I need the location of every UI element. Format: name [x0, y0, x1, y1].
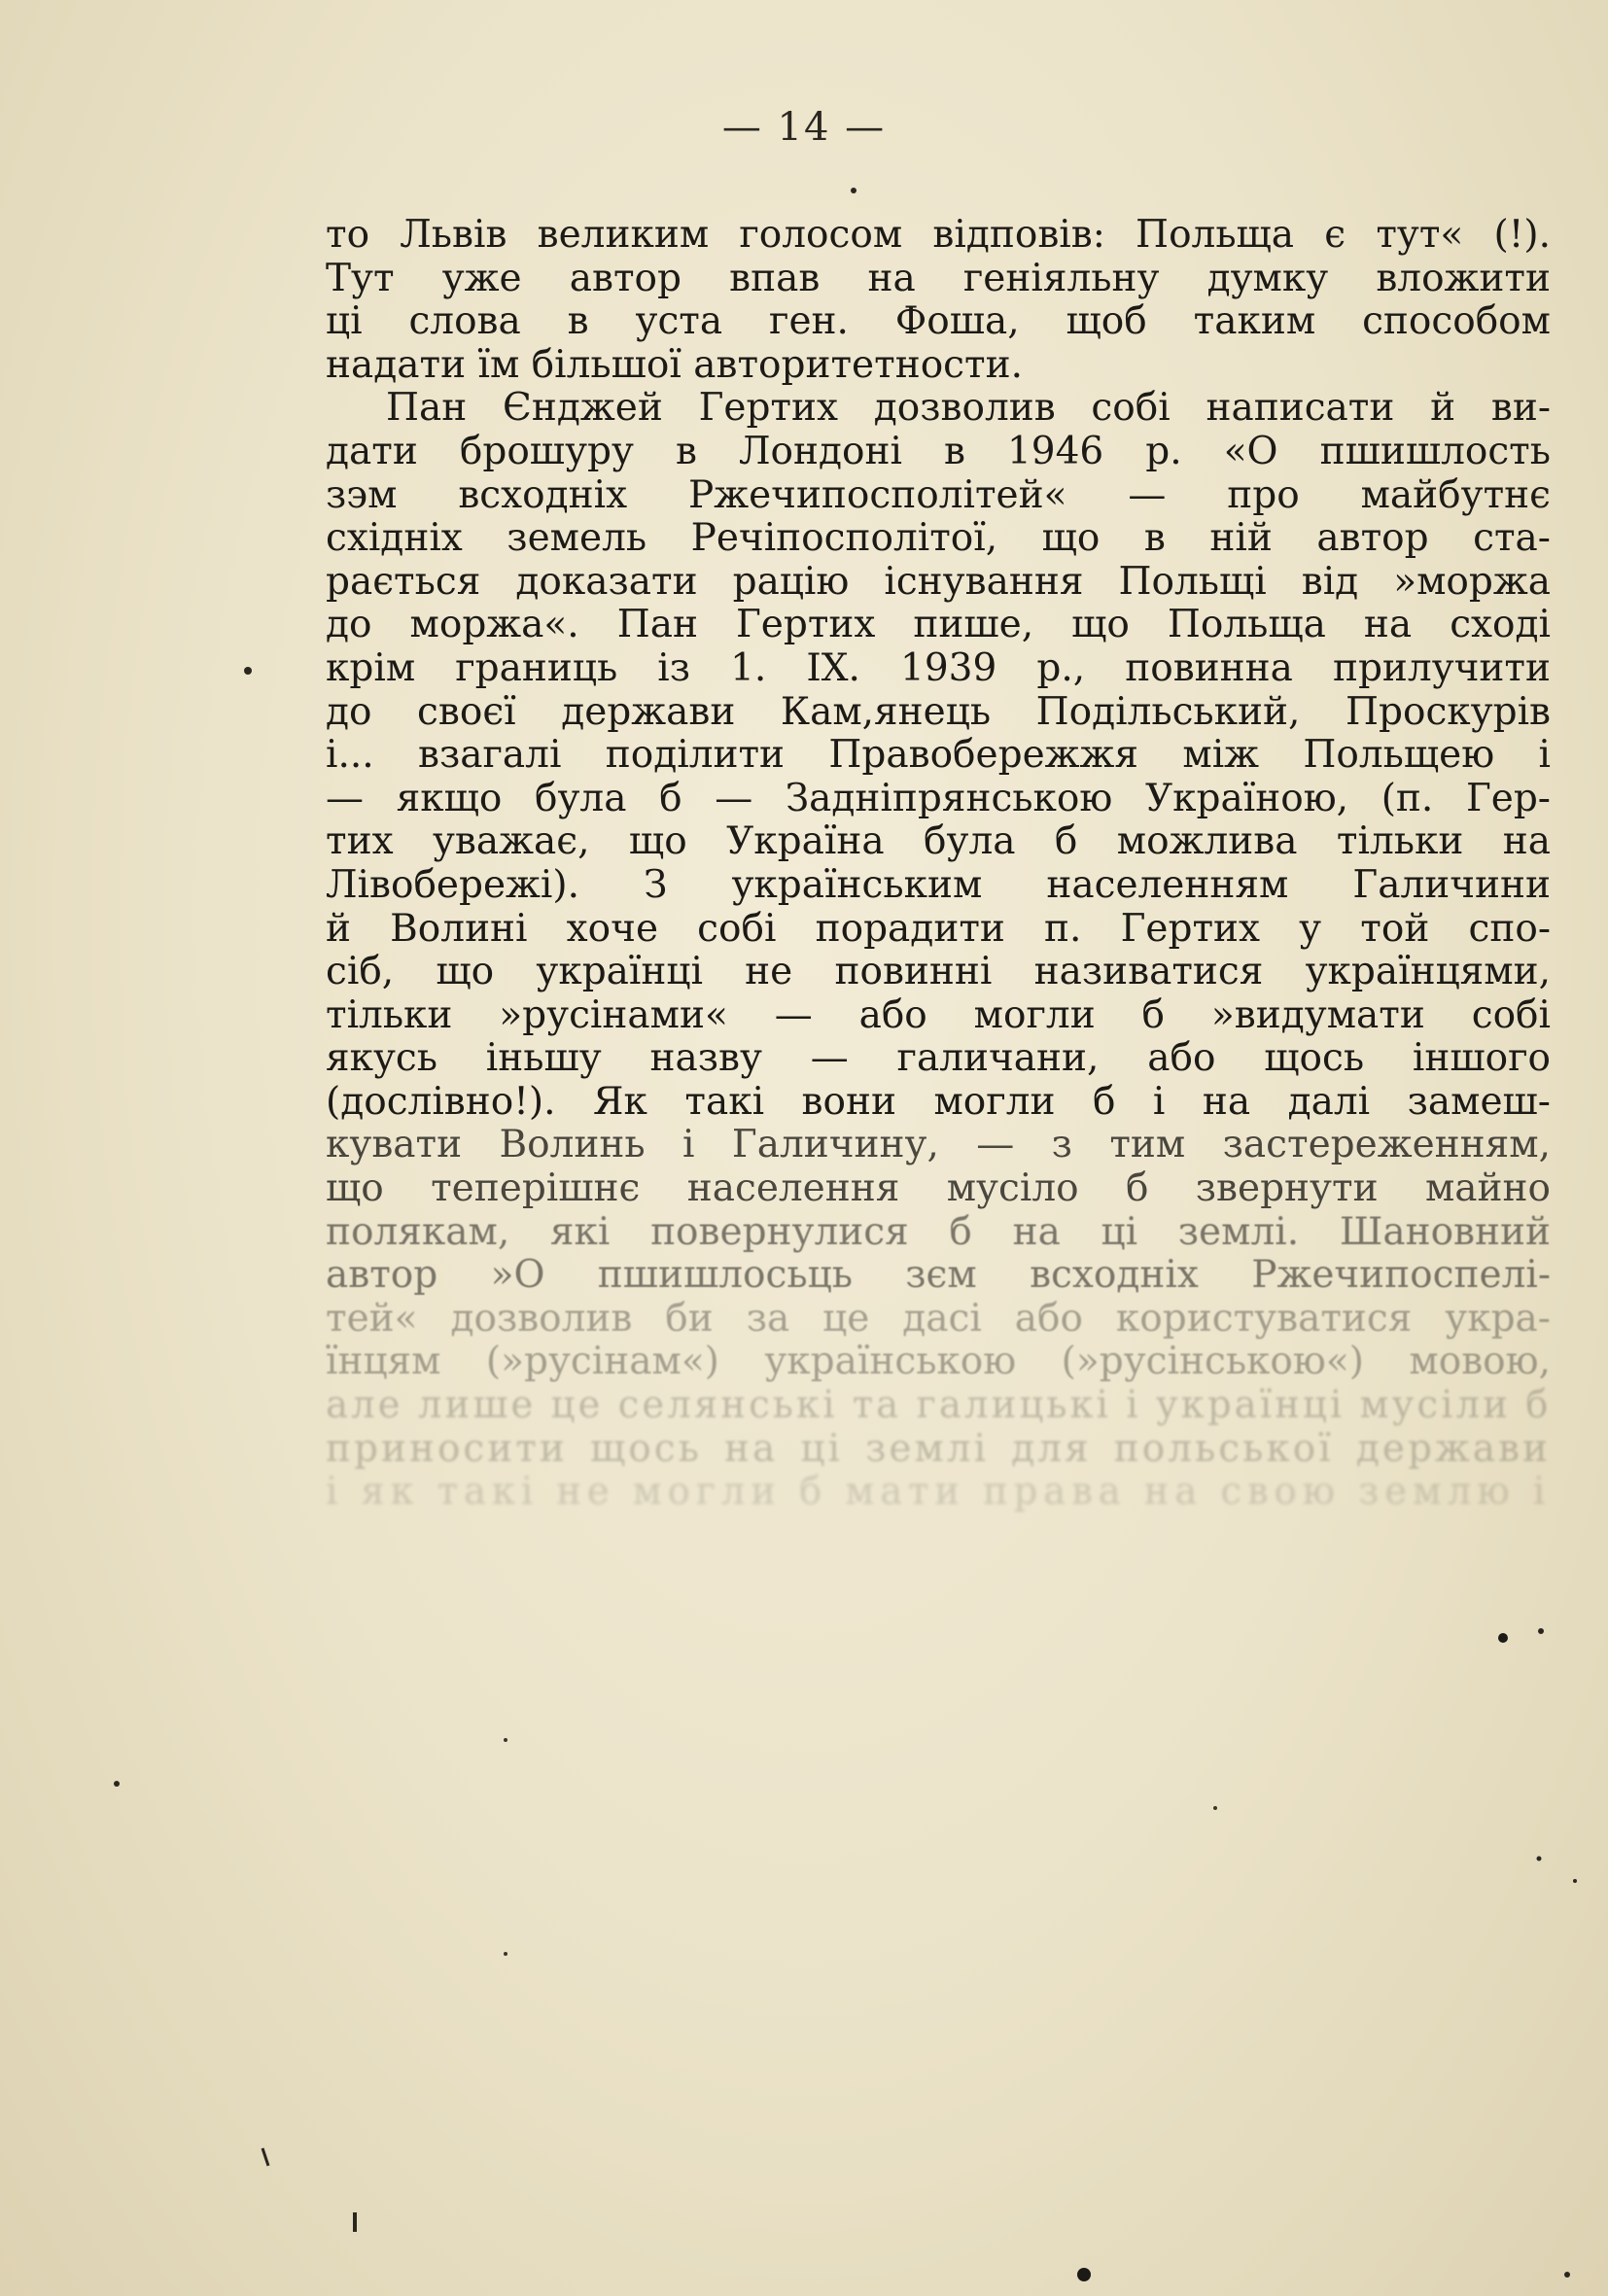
text-line: тільки »русінами« — або могли б »видумати собі: [326, 992, 1551, 1037]
speck: [504, 1738, 507, 1742]
speck: [1077, 2268, 1091, 2281]
text-line: автор »О пшишлосьць зєм всходніх Ржечипоспелі-: [326, 1253, 1551, 1298]
text-line: рається доказати рацію існування Польщі від »моржа: [326, 559, 1551, 604]
speck: [1498, 1633, 1508, 1643]
text-line: приносити щось на ці землі для польської держави: [326, 1426, 1551, 1471]
page-number: — 14 —: [721, 105, 887, 150]
text-line: й Волині хоче собі порадити п. Гертих у той спо-: [326, 906, 1551, 951]
text-line: тей« дозволив би за це дасі або користуватися укра-: [326, 1296, 1551, 1340]
speck: [114, 1781, 120, 1787]
scratch: [262, 2148, 268, 2166]
text-line: то Львів великим голосом відповів: Польща є тут« (!).: [326, 213, 1551, 257]
text-line: — якщо була б — Задніпрянською Україною, (п. Гер-: [326, 776, 1551, 820]
text-line: кувати Волинь і Галичину, — з тим застереженням,: [326, 1123, 1551, 1167]
body-text: [326, 214, 1551, 1514]
text-line: тих уважає, що Україна була б можлива тільки на: [326, 819, 1551, 864]
text-line: полякам, які повернулися б на ці землі. Шановний: [326, 1209, 1551, 1254]
text-line: до своєї держави Кам,янець Подільський, Проскурів: [326, 689, 1551, 734]
text-line: східніх земель Речіпосполітої, що в ній автор ста-: [326, 516, 1551, 561]
speck: [851, 188, 856, 193]
text-line: їнцям (»русінам«) українською (»русінською«) мовою,: [326, 1339, 1551, 1384]
text-line: і... взагалі поділити Правобережжя між Польщею і: [326, 733, 1551, 778]
text-line: крім границь із 1. IX. 1939 р., повинна прилучити: [326, 645, 1551, 690]
speck: [1537, 1857, 1542, 1861]
text-line: що теперішнє населення мусіло б звернути майно: [326, 1166, 1551, 1211]
text-line: дати брошуру в Лондоні в 1946 р. «О пшишлость: [326, 429, 1551, 473]
speck: [1573, 1879, 1577, 1883]
text-line: якусь іньшу назву — галичани, або щось іншого: [326, 1036, 1551, 1081]
text-line: (дослівно!). Як такі вони могли б і на далі замеш-: [326, 1079, 1551, 1124]
text-line: сіб, що українці не повинні називатися українцями,: [326, 950, 1551, 994]
speck: [504, 1952, 507, 1956]
speck: [1564, 2272, 1570, 2278]
text-line: до моржа«. Пан Гертих пише, що Польща на сході: [326, 603, 1551, 647]
text-line: але лише це селянські та галицькі і українці мусіли б: [326, 1383, 1552, 1428]
speck: [1213, 1806, 1217, 1810]
text-line: Тут уже автор впав на геніяльну думку вложити: [326, 256, 1551, 300]
text-line: зэм всходніх Ржечипосполітей« — про майбутнє: [326, 472, 1551, 517]
speck: [1538, 1628, 1544, 1634]
text-line: і як такі не могли б мати права на свою землю і: [326, 1470, 1552, 1514]
text-line: Лівобережі). З українським населенням Галичини: [326, 862, 1551, 907]
text-line: Пан Єнджей Гертих дозволив собі написати й ви-: [386, 386, 1551, 431]
speck: [244, 667, 252, 675]
text-line: надати їм більшої авторитетности.: [326, 342, 1023, 387]
text-line: ці слова в уста ген. Фоша, щоб таким способом: [326, 299, 1551, 344]
